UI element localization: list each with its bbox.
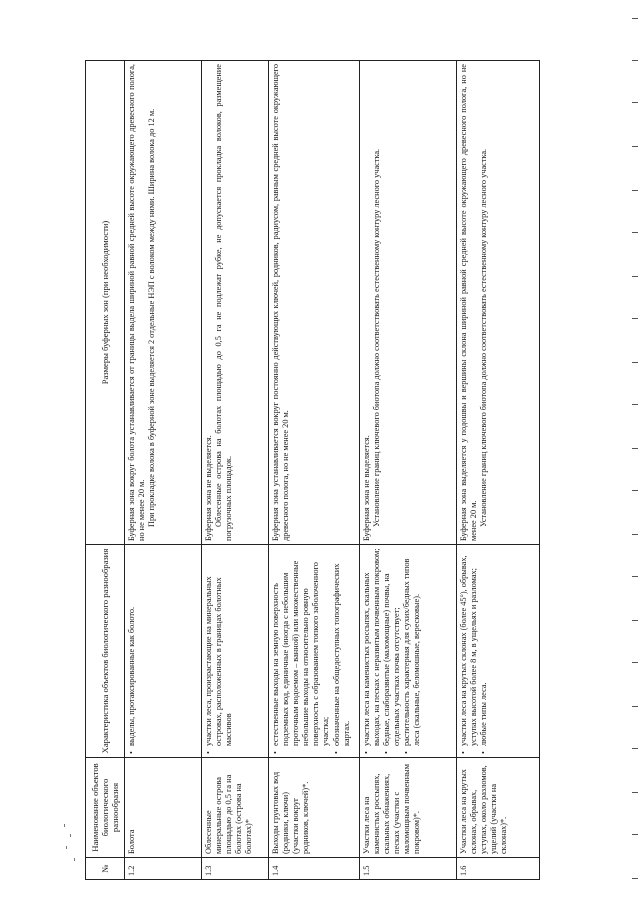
- row-name: Участки леса на каменистых россыпях, скальных обнажениях, песках (участки с маломощным почвенным покровом)*.: [360, 758, 457, 858]
- row-number: 1.5: [360, 858, 457, 880]
- buffer-text: Буферная зона не выделяется.: [362, 435, 371, 541]
- row-buffer: [457, 61, 540, 545]
- feature-item: • выделы, протаксированные как болото.: [127, 548, 137, 754]
- row-buffer: [360, 61, 457, 545]
- row-features: [125, 545, 202, 758]
- row-buffer: [202, 61, 269, 545]
- row-name: Выходы грунтовых вод (родники, ключи) (участки вокруг родников, ключей)*.: [269, 758, 360, 858]
- buffer-text: Установление границ ключевого биотопа должно соответствовать естественному контуру лесного участка.: [479, 148, 489, 527]
- table-row: [360, 61, 457, 880]
- header-object-features: Характеристика объектов биологического разнообразия: [86, 545, 125, 758]
- header-object-name: Наименование объектов биологического разнообразия: [86, 758, 125, 858]
- feature-item: • растительность характерная для сухих/бедных типов леса (скальные, беломошные, вересковые).: [402, 548, 422, 754]
- row-features: [269, 545, 360, 758]
- buffer-text: Буферная зона устанавливается вокруг постоянно действующих ключей, родников, радиусом, равным средней высоте окружающего древесного полога, но не менее 20 м.: [271, 64, 291, 541]
- buffer-text: Облесенные острова на болотах площадью до 0,5 га не подлежат рубке, не допускается прокладка волоков, размещение погрузочных площадок.: [214, 64, 234, 541]
- row-name: Облесенные минеральные острова площадью до 0,5 га на болотах (острова на болотах)*: [202, 758, 269, 858]
- table-row: [269, 61, 360, 880]
- row-number: 1.4: [269, 858, 360, 880]
- table-header-row: [86, 61, 125, 880]
- buffer-text: Буферная зона не выделяется.: [204, 435, 213, 541]
- buffer-text: Буферная зона выделяется у подошвы и вершины склона шириной равной средней высоте окружающего древесного полога, но не менее 20 м.: [459, 64, 479, 541]
- row-name: Участки леса на крутых склонах, обрывах, уступах, около разломов, ущелий (участки на склонах)*.: [457, 758, 540, 858]
- row-features: [202, 545, 269, 758]
- row-features: [360, 545, 457, 758]
- feature-item: • участки леса на каменистых россыпях, скальных выходах, на песках с неразвитым почвенным покровом;: [362, 548, 382, 754]
- feature-item: • любые типы леса.: [479, 548, 489, 754]
- row-number: 1.2: [125, 858, 202, 880]
- row-features: [457, 545, 540, 758]
- biodiversity-table: [85, 60, 540, 880]
- table-row: [125, 61, 202, 880]
- feature-item: • обозначенные на общедоступных топографических картах.: [332, 548, 352, 754]
- rotated-page: [85, 60, 525, 880]
- buffer-text: При прокладке волока в буферной зоне выделяется 2 отдельные НЭП с волоком между ними. Ширина волока до 12 м.: [147, 108, 157, 527]
- header-number: №: [86, 858, 125, 880]
- scan-specks: [60, 820, 100, 880]
- row-name: Болота: [125, 758, 202, 858]
- table-row: [457, 61, 540, 880]
- row-number: 1.6: [457, 858, 540, 880]
- feature-item: • участки леса, произрастающие на минеральных островах, расположенных в границах болотных массивов: [204, 548, 234, 754]
- feature-item: • бедные, слаборазвитые (маломощные) почвы, на отдельных участках почва отсутствует;: [382, 548, 402, 754]
- buffer-text: Установление границ ключевого биотопа должно соответствовать естественному контуру лесного участка.: [372, 148, 382, 527]
- header-buffer-size: Размеры буферных зон (при необходимости): [86, 61, 125, 545]
- table-row: [202, 61, 269, 880]
- scan-edge-marks: [626, 0, 640, 905]
- row-buffer: [269, 61, 360, 545]
- buffer-text: Буферная зона вокруг болота устанавливается от границы выдела шириной равной средней высоте окружающего древесного полога, но не менее 20 м.: [127, 64, 147, 541]
- row-number: 1.3: [202, 858, 269, 880]
- feature-item: • естественные выходы на земную поверхность подземных вод, единичные (иногда с небольшим проточным водоемом – ванной) или множественные небольшие выходы на относительно ровную поверхность с образованием топкого заболоченного участка;: [271, 548, 332, 754]
- feature-item: • участки леса на крутых склонах (более 45°), обрывах, уступах высотой более 8 м, в ущельях и разломах;: [459, 548, 479, 754]
- row-buffer: [125, 61, 202, 545]
